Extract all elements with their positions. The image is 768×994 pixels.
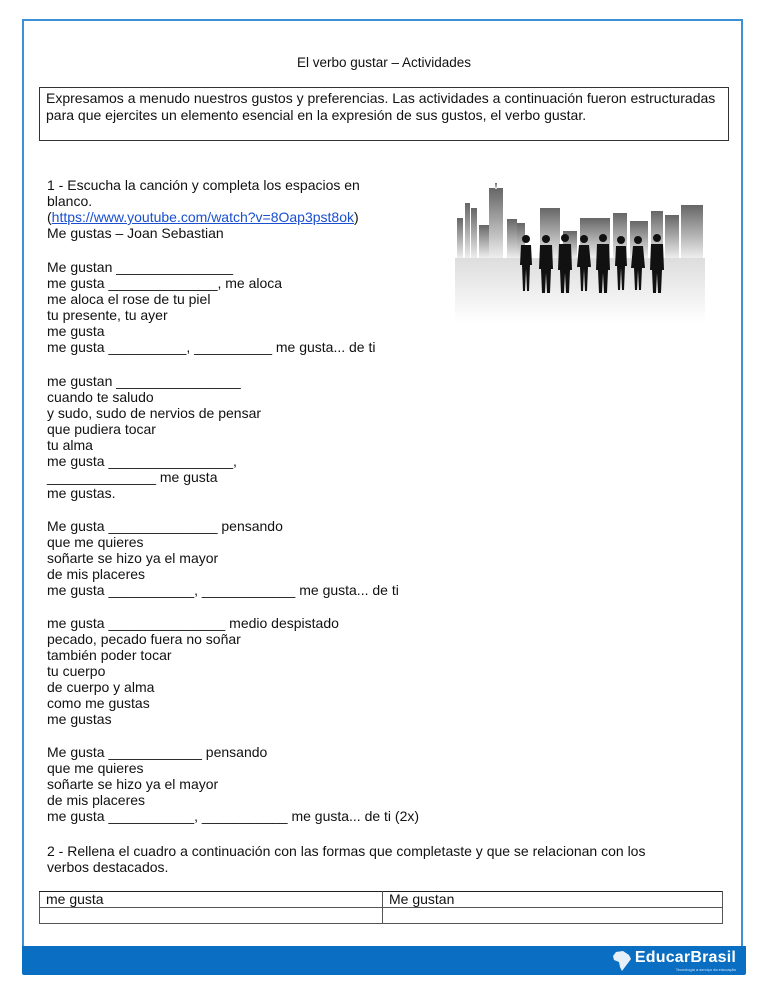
lyric-line: me gusta ________________,	[47, 453, 237, 469]
lyric-line: Me gustan _______________	[47, 259, 234, 275]
lyric-line: me gustas.	[47, 485, 116, 501]
lyric-line: me gusta _______________ medio despistado	[47, 615, 339, 631]
activity1-instruction: 1 - Escucha la canción y completa los espacios en	[47, 177, 360, 193]
table-cell-me-gustan[interactable]	[383, 908, 723, 924]
footer-bar	[22, 946, 746, 975]
activity2-instruction: 2 - Rellena el cuadro a continuación con las formas que completaste y que se relacionan con los	[47, 843, 646, 859]
lyric-line: me aloca el rose de tu piel	[47, 291, 211, 307]
lyric-line: me gusta ___________, ____________ me gusta... de ti	[47, 582, 399, 598]
table-cell-me-gusta[interactable]	[40, 908, 383, 924]
lyric-line: de cuerpo y alma	[47, 679, 155, 695]
lyric-line: Me gusta ____________ pensando	[47, 744, 268, 760]
activity2-instruction-cont: verbos destacados.	[47, 859, 169, 875]
lyric-line: me gusta __________, __________ me gusta... de ti	[47, 339, 376, 355]
page-title: El verbo gustar – Actividades	[296, 55, 472, 70]
lyric-line: Me gusta ______________ pensando	[47, 518, 283, 534]
lyric-line: tu alma	[47, 437, 93, 453]
page-frame	[22, 19, 743, 973]
table-header-row	[40, 892, 723, 908]
paren-close: )	[354, 209, 359, 225]
lyric-line: tu cuerpo	[47, 663, 106, 679]
lyric-line: pecado, pecado fuera no soñar	[47, 631, 241, 647]
lyric-line: me gustan ________________	[47, 373, 241, 389]
lyric-line: que me quieres	[47, 534, 144, 550]
lyric-line: como me gustas	[47, 695, 150, 711]
educarbrasil-logo	[612, 948, 736, 974]
song-title: Me gustas – Joan Sebastian	[47, 225, 224, 241]
paren-open: (	[47, 209, 52, 225]
lyric-line: de mis placeres	[47, 792, 146, 808]
table-header-me-gusta: me gusta	[40, 892, 383, 908]
lyric-line: tu presente, tu ayer	[47, 307, 168, 323]
lyric-line: de mis placeres	[47, 566, 146, 582]
lyric-line: me gusta ______________, me aloca	[47, 275, 283, 291]
brand-tagline: Tecnologia a serviço da educação	[675, 967, 736, 972]
lyric-line: me gusta ___________, ___________ me gusta... de ti (2x)	[47, 808, 420, 824]
table-header-me-gustan: Me gustan	[383, 892, 723, 908]
lyric-line: cuando te saludo	[47, 389, 154, 405]
lyric-line: soñarte se hizo ya el mayor	[47, 550, 219, 566]
brand-name: EducarBrasil	[634, 949, 736, 966]
lyric-line: también poder tocar	[47, 647, 172, 663]
lyric-line: que me quieres	[47, 760, 144, 776]
intro-box: Expresamos a menudo nuestros gustos y preferencias. Las actividades a continuación fueron estructuradas para que ejercites un elemento esencial en la expresión de sus gustos, el verbo gustar.	[39, 87, 729, 141]
lyric-line: soñarte se hizo ya el mayor	[47, 776, 219, 792]
activity1-instruction-cont: blanco.	[47, 193, 93, 209]
youtube-link[interactable]: https://www.youtube.com/watch?v=8Oap3pst8ok	[51, 209, 355, 225]
video-link-line	[47, 209, 359, 225]
lyric-line: que pudiera tocar	[47, 421, 156, 437]
city-people-silhouette-image	[455, 183, 705, 323]
answer-table	[39, 891, 723, 924]
lyric-line: y sudo, sudo de nervios de pensar	[47, 405, 262, 421]
lyric-line: ______________ me gusta	[47, 469, 218, 485]
table-row	[40, 908, 723, 924]
lyric-line: me gusta	[47, 323, 105, 339]
brazil-map-icon	[612, 950, 632, 972]
lyric-line: me gustas	[47, 711, 112, 727]
